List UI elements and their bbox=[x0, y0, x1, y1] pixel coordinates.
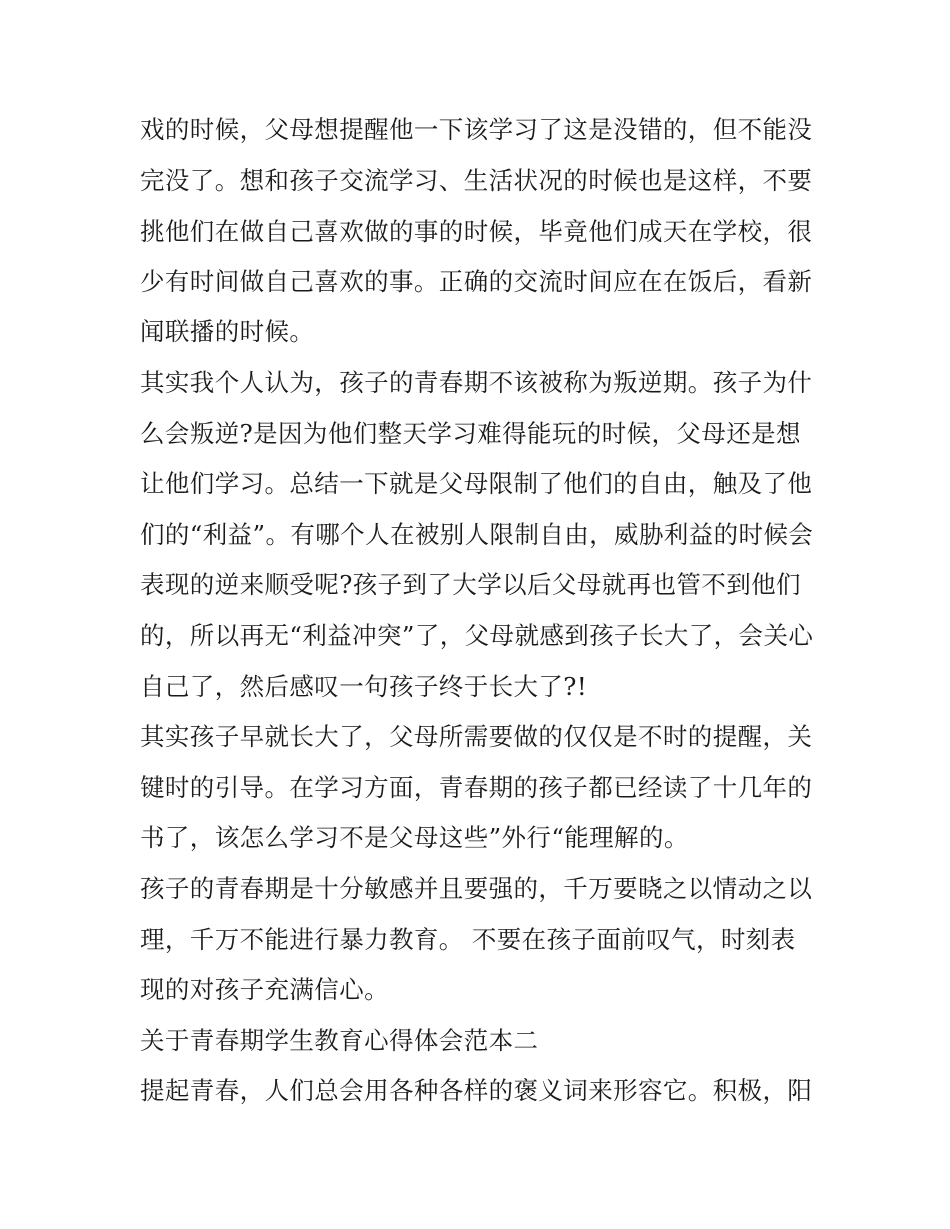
text-line: 现的对孩子充满信心。 bbox=[140, 975, 389, 1004]
text-line: 少有时间做自己喜欢的事。正确的交流时间应在在饭后，看新 bbox=[140, 267, 813, 296]
text-line: 让他们学习。总结一下就是父母限制了他们的自由，触及了他 bbox=[140, 469, 813, 498]
text-line: 键时的引导。在学习方面，青春期的孩子都已经读了十几年的 bbox=[140, 773, 813, 802]
text-line: 孩子的青春期是十分敏感并且要强的，千万要晓之以情动之以 bbox=[140, 874, 813, 903]
text-line: 其实孩子早就长大了，父母所需要做的仅仅是不时的提醒，关 bbox=[140, 722, 813, 751]
text-line: 其实我个人认为，孩子的青春期不该被称为叛逆期。孩子为什 bbox=[140, 368, 813, 397]
text-line: 完没了。想和孩子交流学习、生活状况的时候也是这样，不要 bbox=[140, 166, 813, 195]
text-line: 提起青春，人们总会用各种各样的褒义词来形容它。积极，阳 bbox=[140, 1076, 813, 1105]
section-heading: 关于青春期学生教育心得体会范本二 bbox=[140, 1026, 539, 1055]
text-line: 戏的时候，父母想提醒他一下该学习了这是没错的，但不能没 bbox=[140, 115, 813, 144]
text-line: 闻联播的时候。 bbox=[140, 317, 315, 346]
text-line: 么会叛逆?是因为他们整天学习难得能玩的时候，父母还是想 bbox=[140, 419, 801, 448]
text-line: 理，千万不能进行暴力教育。 不要在孩子面前叹气，时刻表 bbox=[140, 925, 796, 954]
text-line: 表现的逆来顺受呢?孩子到了大学以后父母就再也管不到他们 bbox=[140, 570, 801, 599]
text-line: 们的“利益”。有哪个人在被别人限制自由，威胁利益的时候会 bbox=[140, 520, 814, 549]
text-line: 的，所以再无“利益冲突”了，父母就感到孩子长大了，会关心 bbox=[140, 621, 814, 650]
text-line: 挑他们在做自己喜欢做的事的时候，毕竟他们成天在学校，很 bbox=[140, 217, 813, 246]
text-line: 书了，该怎么学习不是父母这些”外行“能理解的。 bbox=[140, 823, 689, 852]
text-line: 自己了，然后感叹一句孩子终于长大了?! bbox=[140, 672, 588, 701]
